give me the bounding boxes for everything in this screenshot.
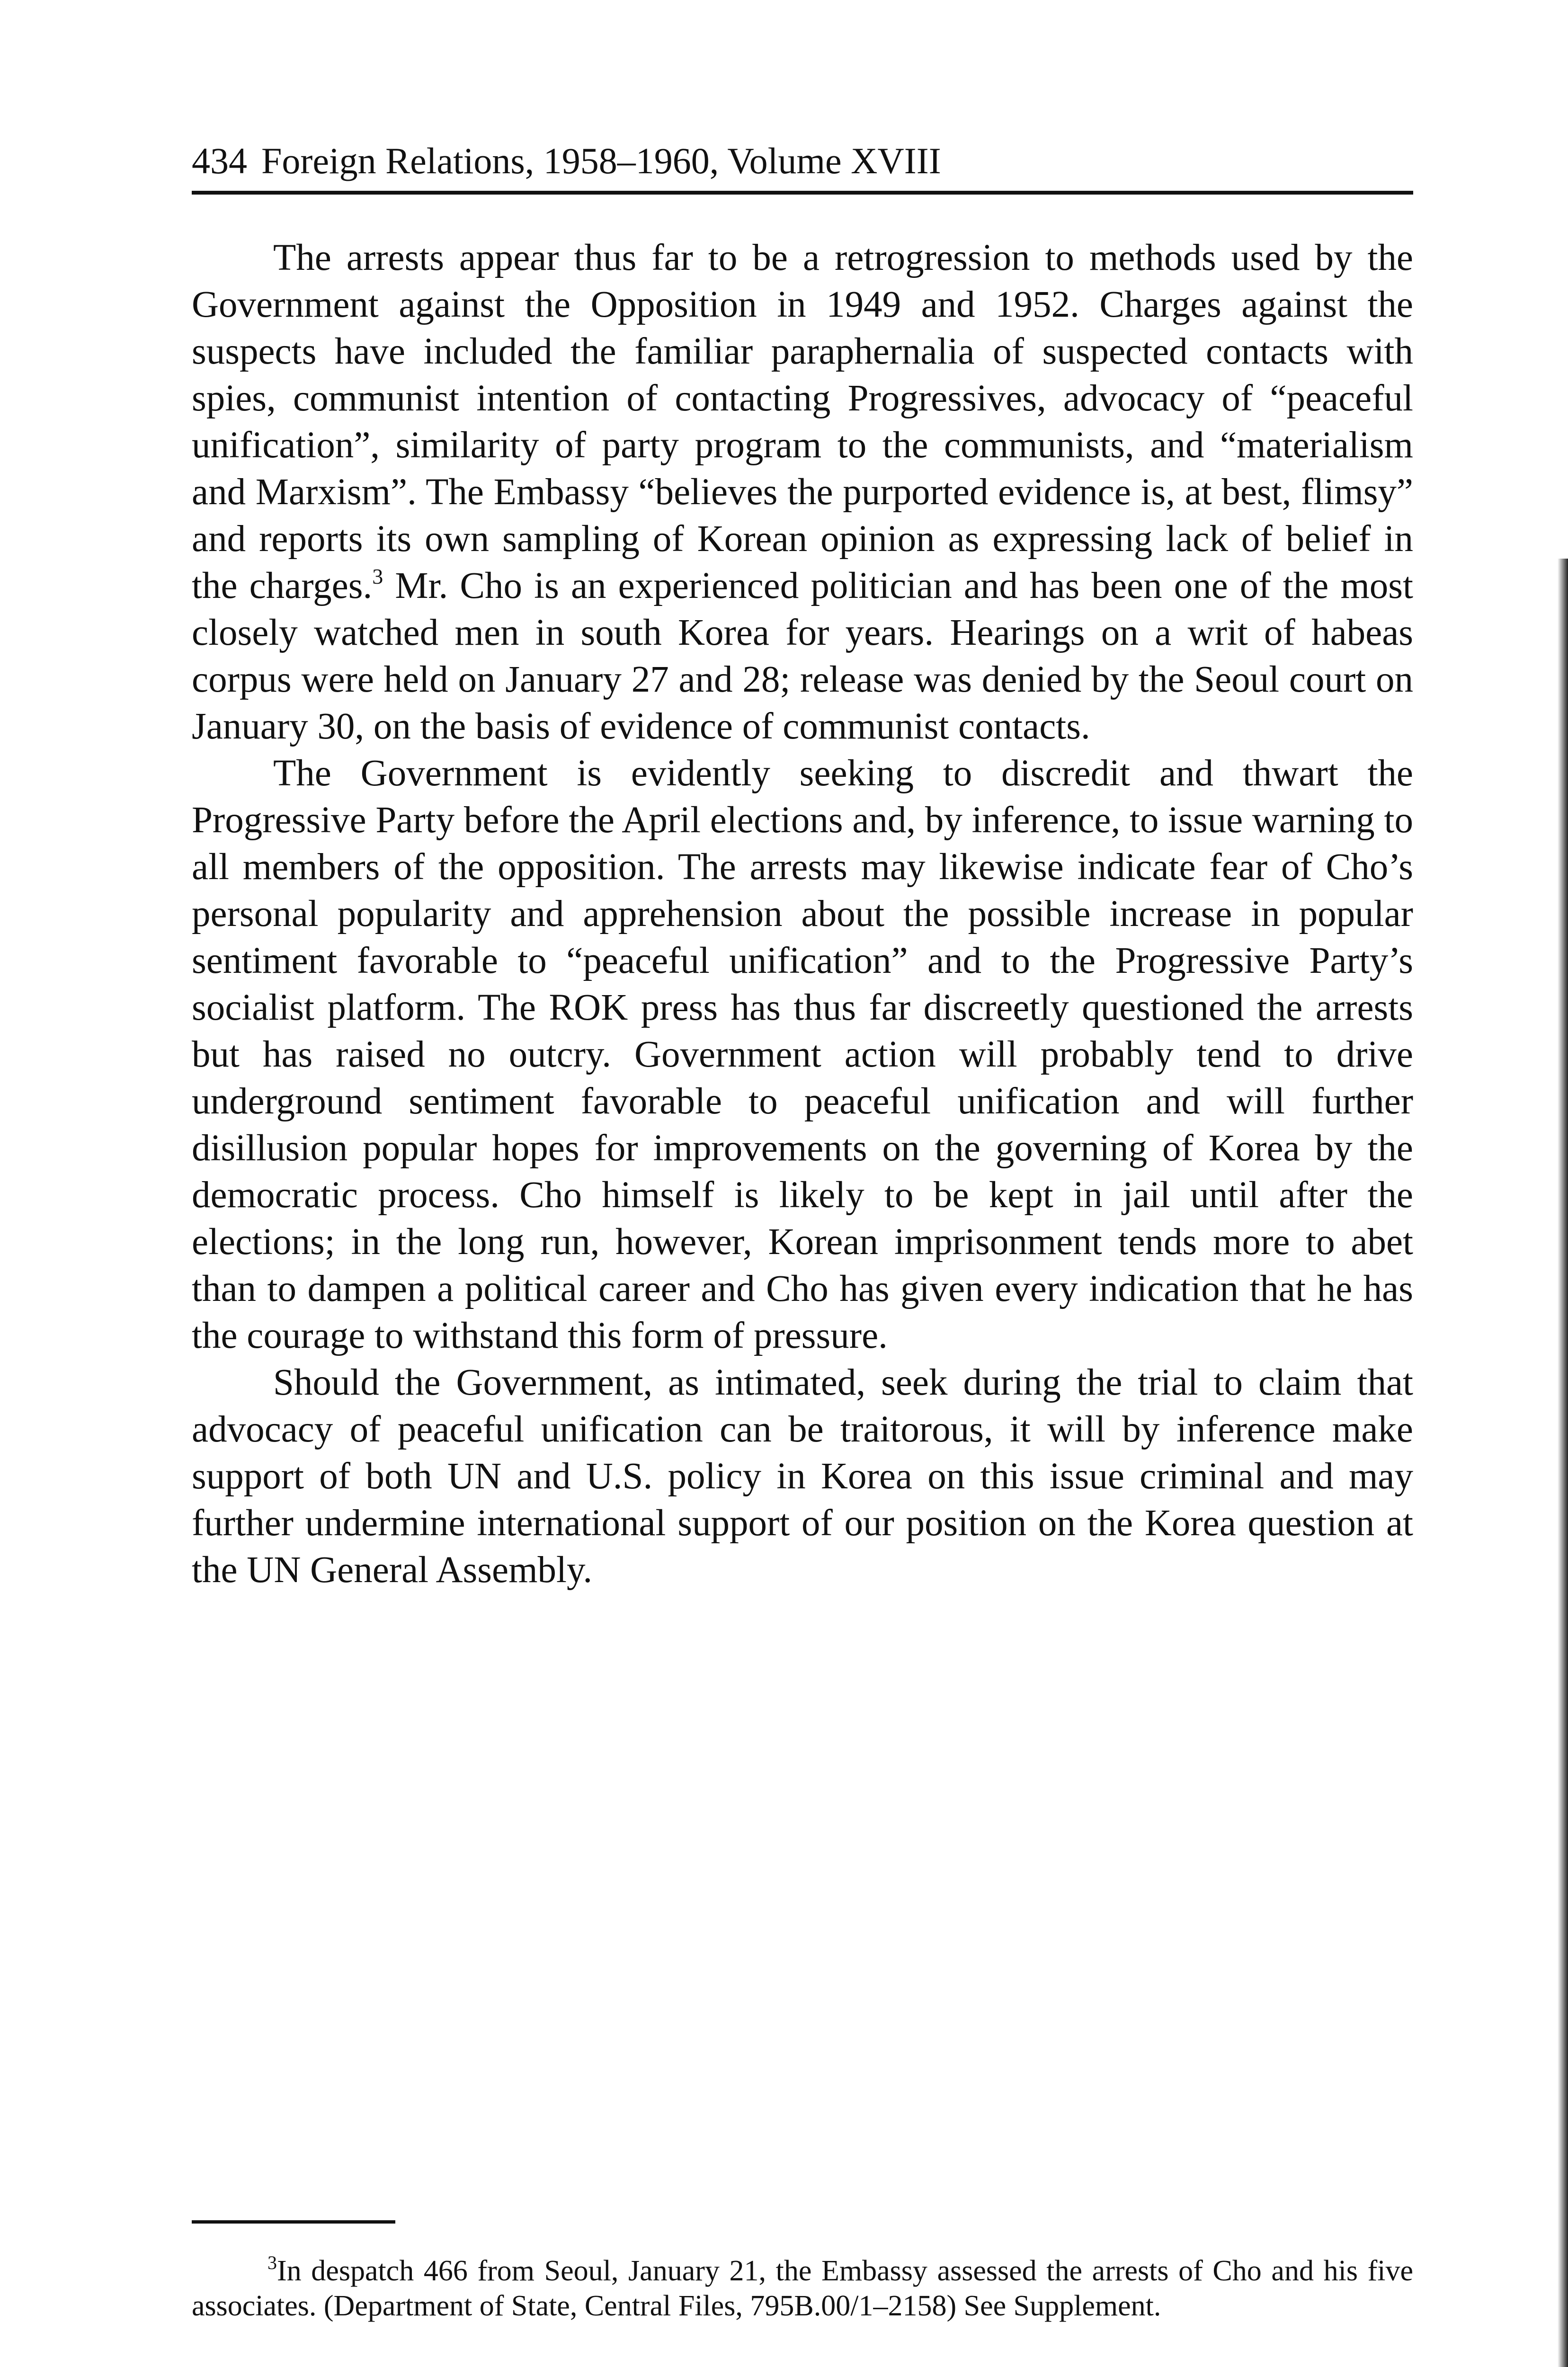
footnote-reference: 3	[372, 564, 383, 588]
running-head	[192, 137, 1413, 185]
page-number: 434	[192, 140, 247, 181]
footnote-number: 3	[267, 2252, 277, 2273]
paragraph-1	[192, 234, 1413, 750]
scan-binding-edge	[1558, 559, 1568, 2367]
footnote-text: In despatch 466 from Seoul, January 21, the Embassy assessed the arrests of Cho and his five associates. (Department of State, Central Files, 795B.00/1–2158) See Supplement.	[192, 2255, 1413, 2322]
paragraph-1-continuation: Mr. Cho is an experienced politician and has been one of the most closely watched men in south Korea for years. Hearings on a writ of habeas corpus were held on January 27 and 28; release was denied by the Seoul court on January 30, on the basis of evidence of communist contacts.	[192, 565, 1413, 747]
paragraph-2: The Government is evidently seeking to discredit and thwart the Progressive Party before the April elections and, by inference, to issue warning to all members of the opposition. The arrests may likewise indicate fear of Cho’s personal popularity and apprehension about the possible increase in popular sentiment favorable to “peaceful unification” and to the Progressive Party’s socialist platform. The ROK press has thus far discreetly questioned the arrests but has raised no outcry. Government action will probably tend to drive underground sentiment favorable to peaceful unification and will further disillusion popular hopes for improvements on the governing of Korea by the democratic process. Cho himself is likely to be kept in jail until after the elections; in the long run, however, Korean imprisonment tends more to abet than to dampen a political career and Cho has given every indication that he has the courage to withstand this form of pressure.	[192, 753, 1413, 1356]
running-title: Foreign Relations, 1958–1960, Volume XVIII	[261, 140, 941, 181]
header-rule	[192, 191, 1413, 195]
footnote	[192, 2253, 1413, 2323]
paragraph-1-text: The arrests appear thus far to be a retrogression to methods used by the Government against the Opposition in 1949 and 1952. Charges against the suspects have included the familiar paraphernalia of suspected contacts with spies, communist intention of contacting Progressives, advocacy of “peaceful unification”, similarity of party program to the communists, and “materialism and Marxism”. The Embassy “believes the purported evidence is, at best, flimsy” and reports its own sampling of Korean opinion as expressing lack of belief in the charges.	[192, 237, 1413, 606]
body-text	[192, 234, 1413, 1593]
footnote-rule	[192, 2220, 395, 2224]
paragraph-3: Should the Government, as intimated, seek during the trial to claim that advocacy of peaceful unification can be traitorous, it will by inference make support of both UN and U.S. policy in Korea on this issue criminal and may further undermine international support of our position on the Korea question at the UN General Assembly.	[192, 1362, 1413, 1591]
